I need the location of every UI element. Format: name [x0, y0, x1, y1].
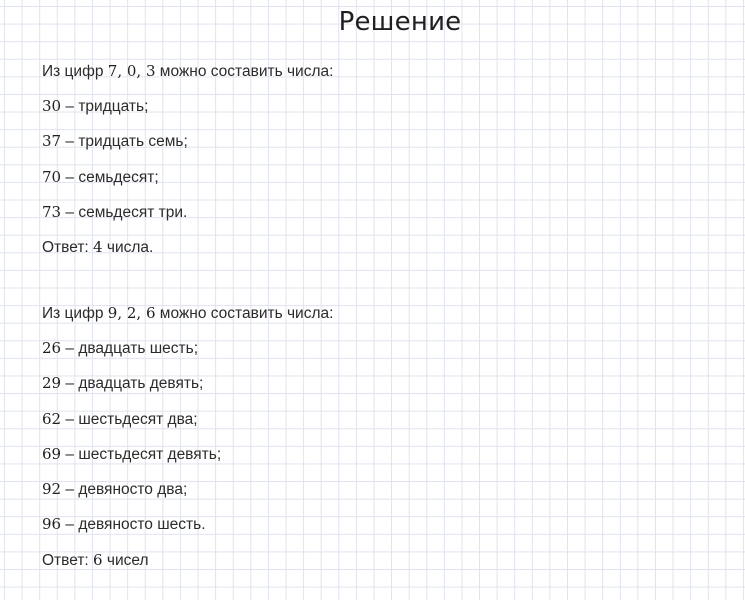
- block2-item: [42, 373, 203, 394]
- block1-item: [42, 202, 187, 223]
- block2-answer-suffix: чисел: [102, 552, 149, 569]
- block1-item-number: 73: [42, 203, 62, 221]
- block2-item-text: – двадцать шесть;: [61, 340, 199, 357]
- block2-item: [42, 444, 221, 465]
- block2-item-number: 69: [42, 445, 62, 463]
- block2-item-text: – шестьдесят два;: [61, 411, 198, 428]
- block1-item: [42, 96, 148, 117]
- block1-intro-suffix: можно составить числа:: [155, 63, 334, 80]
- block2-item-number: 62: [42, 410, 62, 428]
- block1-item-text: – тридцать семь;: [61, 133, 188, 150]
- block2-item-number: 29: [42, 374, 62, 392]
- block2-item-text: – девяносто два;: [61, 481, 188, 498]
- block1-item-number: 70: [42, 168, 62, 186]
- block1-answer-number: 4: [93, 238, 103, 256]
- block2-item-text: – девяносто шесть.: [61, 516, 206, 533]
- block2-item: [42, 409, 198, 430]
- block1-item-number: 30: [42, 97, 62, 115]
- block2-intro-suffix: можно составить числа:: [155, 305, 334, 322]
- block2-item-text: – двадцать девять;: [61, 375, 204, 392]
- block2-item-text: – шестьдесят девять;: [61, 446, 222, 463]
- block1-intro-digits: 7, 0, 3: [107, 62, 156, 80]
- block1-answer: [42, 237, 153, 258]
- block1-answer-prefix: Ответ:: [42, 239, 94, 256]
- block2-item: [42, 514, 206, 535]
- block2-answer-number: 6: [93, 551, 103, 569]
- block2-item-number: 26: [42, 339, 62, 357]
- page-title: Решение: [338, 7, 462, 37]
- block2-intro-prefix: Из цифр: [42, 305, 108, 322]
- block2-item-number: 96: [42, 515, 62, 533]
- block2-intro-digits: 9, 2, 6: [107, 304, 156, 322]
- block2-item-number: 92: [42, 480, 62, 498]
- block1-item: [42, 167, 159, 188]
- block1-item-text: – семьдесят;: [61, 169, 159, 186]
- block1-item-text: – семьдесят три.: [61, 204, 188, 221]
- block2-intro: [42, 303, 333, 324]
- block1-item-number: 37: [42, 132, 62, 150]
- block2-answer-prefix: Ответ:: [42, 552, 94, 569]
- block1-intro: [42, 61, 333, 82]
- block1-item-text: – тридцать;: [61, 98, 149, 115]
- block1-answer-suffix: числа.: [102, 239, 154, 256]
- block2-item: [42, 479, 187, 500]
- block1-intro-prefix: Из цифр: [42, 63, 108, 80]
- block1-item: [42, 131, 188, 152]
- block2-answer: [42, 550, 149, 571]
- block2-item: [42, 338, 198, 359]
